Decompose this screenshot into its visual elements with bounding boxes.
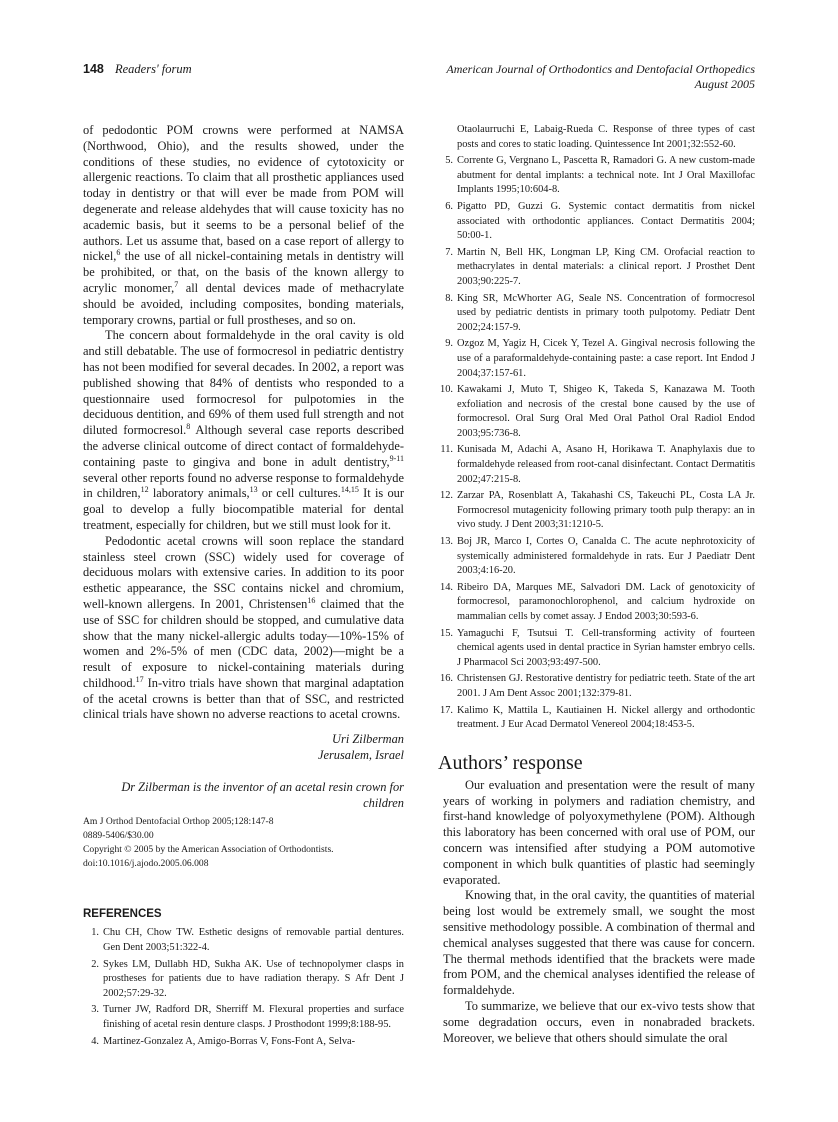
text-run: or cell cultures.: [257, 486, 341, 501]
reference-text: Yamaguchi F, Tsutsui T. Cell-transforming activity of fourteen chemical agents used in dental practice in Syrian hamster embryo cells. J Pharmacol Sci 2003;93:497-500.: [457, 627, 755, 668]
reference-item: [83, 1003, 404, 1032]
reference-text: Kawakami J, Muto T, Shigeo K, Takeda S, Kanazawa M. Tooth exfoliation and necrosis of the crestal bone caused by the use of formocresol. Oral Surg Oral Med Oral Pathol Oral Radiol Endod 2003;95:736-8.: [457, 384, 755, 439]
reference-text: Chu CH, Chow TW. Esthetic designs of removable partial dentures. Gen Dent 2003;51:322-4.: [103, 927, 404, 954]
reference-superscript: 17: [135, 674, 144, 684]
reference-text: Zarzar PA, Rosenblatt A, Takahashi CS, Takeuchi PL, Costa LA Jr. Formocresol mutagenicity following primary tooth pulp therapy: an in vivo study. J Dent 2003;31:1210-5.: [457, 490, 755, 531]
text-run: several other reports found no adverse response to formaldehyde in children,: [83, 470, 404, 501]
reference-item: [443, 200, 755, 244]
reference-item: [83, 926, 404, 955]
reference-item: [440, 581, 755, 625]
reference-text: Martinez-Gonzalez A, Amigo-Borras V, Fons-Font A, Selva-: [103, 1035, 356, 1047]
reference-number: 8.: [445, 292, 453, 304]
reference-item: [440, 704, 755, 733]
reference-text: Ribeiro DA, Marques ME, Salvadori DM. Lack of genotoxicity of formocresol, paramonochlorophenol, and calcium hydroxide on mammalian cells by comet assay. J Endod 2003;30:593-6.: [457, 581, 755, 622]
text-run: The concern about formaldehyde in the oral cavity is old and still debatable. The use of formocresol in pediatric dentistry has not been modified for several decades. In 2002, a report was published showing that 84% of dentists who responded to a questionnaire used formocresol for pulpotomies in the deciduous dentition, and 69% of them used full strength and not diluted formocresol.: [83, 328, 404, 438]
reference-text: Turner JW, Radford DR, Sherriff M. Flexural properties and surface finishing of acetal resin denture clasps. J Prosthodont 1999;8:188-95.: [103, 1004, 404, 1031]
reference-superscript: 13: [249, 485, 258, 495]
text-run: claimed that the use of SSC for children should be stopped, and cumulative data show that the many nickel-allergic adults today—10%-15% of women and 2%-5% of men (CDC data, 2002)—might be a result of exposure to nickel-containing materials during childhood.: [83, 596, 404, 690]
reference-number: 9.: [445, 338, 453, 350]
reference-superscript: 8: [186, 422, 191, 432]
copyright: Copyright © 2005 by the American Association of Orthodontists.: [83, 844, 334, 856]
text-run: Although several case reports described the adverse clinical outcome of direct contact of formaldehyde-containing paste to gingiva and bone in adult dentistry,: [83, 423, 404, 469]
reference-superscript: 12: [140, 485, 149, 495]
citation-block: [83, 815, 404, 871]
reference-item: [440, 443, 755, 487]
response-paragraph: Our evaluation and presentation were the result of many years of working in polymers and radiation chemistry, and first-hand knowledge of polyoxymethylene (POM). Although this laboratory has been concerned with oral use of POM, our concern was intensified after studying a POM automotive component in which bulk quantities of plastic had seemingly evaporated.: [443, 777, 755, 887]
citation: Am J Orthod Dentofacial Orthop 2005;128:147-8: [83, 816, 274, 828]
reference-text: King SR, McWhorter AG, Seale NS. Concentration of formocresol used by pediatric dentists in primary tooth pulpotomy. Pediatr Dent 2002;24:157-9.: [457, 292, 755, 333]
reference-number: 14.: [440, 581, 453, 593]
letter-paragraph: [83, 328, 404, 533]
reference-text: Otaolaurruchi E, Labaig-Rueda C. Response of three types of cast posts and cores to static loading. Quintessence Int 2001;32:552-60.: [457, 124, 755, 150]
author-location: Jerusalem, Israel: [317, 748, 404, 763]
reference-number: 4.: [91, 1035, 99, 1047]
reference-number: 16.: [440, 673, 453, 685]
response-paragraph: Knowing that, in the oral cavity, the quantities of material being lost would be extremely small, we sought the most sensitive methodology possible. A combination of thermal and chemical analyses suggested that there was cause for concern. The thermal methods identified that the brackets were made from POM, and the chemical analyses identified the release of formaldehyde.: [443, 888, 755, 998]
letter-paragraph: [83, 123, 404, 328]
running-header-right: [446, 62, 755, 92]
references-heading: REFERENCES: [83, 908, 162, 921]
reference-number: 17.: [440, 704, 453, 716]
reference-superscript: 7: [174, 279, 179, 289]
text-run: In-vitro trials have shown that marginal adaptation of the acetal crowns is better than that of SSC, and restricted clinical trials have shown no adverse reactions to acetal crowns.: [83, 675, 404, 722]
reference-number: 12.: [440, 490, 453, 502]
reference-text: Ozgoz M, Yagiz H, Cicek Y, Tezel A. Gingival necrosis following the use of a paraformaldehyde-containing paste: a case report. Int Endod J 2004;37:157-61.: [457, 338, 755, 379]
reference-text: Boj JR, Marco I, Cortes O, Canalda C. The acute nephrotoxicity of systemically administered formaldehyde in rats. Eur J Paediatr Dent 2003;4:16-20.: [457, 536, 755, 577]
letter-signature: [83, 732, 404, 764]
reference-text: Sykes LM, Dullabh HD, Sukha AK. Use of technopolymer clasps in prostheses for patients due to have radiation therapy. S Afr Dent J 2002;57:29-32.: [103, 958, 404, 999]
reference-item: [440, 672, 755, 701]
reference-item: [83, 1035, 404, 1050]
reference-text: Kunisada M, Adachi A, Asano H, Horikawa T. Anaphylaxis due to formaldehyde released from root-canal disinfectant. Contact Dermatitis 2002;47:215-8.: [457, 444, 755, 485]
left-column: [83, 123, 404, 1051]
reference-superscript: 6: [116, 248, 121, 258]
letter-body: [83, 123, 404, 723]
reference-text: Kalimo K, Mattila L, Kautiainen H. Nickel allergy and orthodontic treatment. J Eur Acad Dermatol Venereol 2004;18:453-5.: [457, 704, 755, 731]
doi: doi:10.1016/j.ajodo.2005.06.008: [83, 858, 209, 870]
reference-superscript: 16: [307, 595, 316, 605]
text-run: the use of all nickel-containing metals in dentistry will be prohibited, or that, on the basis of the known allergy to acrylic monomer,: [83, 249, 404, 295]
reference-item: [83, 958, 404, 1002]
reference-item: [443, 337, 755, 381]
reference-number: 15.: [440, 627, 453, 639]
reference-number: 6.: [445, 200, 453, 212]
references-list-left: [83, 926, 404, 1049]
issn: 0889-5406/$30.00: [83, 830, 154, 842]
reference-text: Corrente G, Vergnano L, Pascetta R, Ramadori G. A new custom-made abutment for dental implants: a technical note. Int J Oral Maxillofac Implants 1995;10:604-8.: [457, 155, 755, 196]
reference-number: 11.: [440, 444, 453, 456]
running-header-left: [83, 62, 192, 77]
reference-superscript: 9-11: [389, 453, 404, 463]
text-run: It is our goal to develop a fully biocompatible material for dental treatment, especially for children, but we still must look for it.: [83, 486, 404, 532]
author-name: Uri Zilberman: [332, 732, 404, 747]
right-column: [438, 123, 755, 1046]
text-run: of pedodontic POM crowns were performed at NAMSA (Northwood, Ohio), and the results showed, under the conditions of these studies, no evidence of cytotoxicity or allergenic reactions. To claim that all prosthetic appliances used today in dentistry or that will ever be made from POM will degenerate and release aldehydes that will cause toxicity has no academic basis, but it seems to be a personal belief of the authors. Let us assume that, based on a case report of allergy to nickel,: [83, 123, 404, 264]
references-list-right: [440, 154, 755, 733]
authors-response-heading: Authors’ response: [438, 751, 583, 774]
reference-item: [440, 489, 755, 533]
reference-item: [443, 123, 755, 152]
reference-number: 5.: [445, 155, 453, 167]
references-continuation: [443, 123, 755, 152]
reference-number: 3.: [91, 1004, 99, 1016]
reference-number: 7.: [445, 246, 453, 258]
reference-item: [440, 383, 755, 441]
letter-paragraph: [83, 534, 404, 724]
reference-item: [440, 627, 755, 671]
text-run: all dental devices made of methacrylate should be avoided, including composites, bonding materials, temporary crowns, partial or full prostheses, and so on.: [83, 280, 404, 327]
reference-number: 13.: [440, 536, 453, 548]
reference-item: [443, 154, 755, 198]
reference-text: Christensen GJ. Restorative dentistry for pediatric teeth. State of the art 2001. J Am Dent Assoc 2001;132:379-81.: [457, 673, 755, 699]
page-number: 148: [83, 62, 104, 76]
issue-date: August 2005: [694, 77, 755, 91]
journal-title: American Journal of Orthodontics and Dentofacial Orthopedics: [446, 62, 755, 76]
text-run: Pedodontic acetal crowns will soon replace the standard stainless steel crown (SSC) widely used for coverage of deciduous molars with extensive caries. In addition to its poor esthetic appearance, the SSC contains nickel and chromium, well-known allergens. In 2001, Christensen: [83, 533, 404, 611]
reference-item: [440, 535, 755, 579]
authors-response-body: [443, 778, 755, 1047]
reference-superscript: 14,15: [340, 485, 359, 495]
reference-text: Pigatto PD, Guzzi G. Systemic contact dermatitis from nickel associated with orthodontic appliances. Contact Dermatitis 2004; 50:00-1.: [457, 200, 755, 242]
section-title: Readers' forum: [114, 62, 192, 76]
text-run: laboratory animals,: [148, 486, 250, 501]
reference-item: [443, 292, 755, 336]
reference-item: [443, 246, 755, 290]
response-paragraph: To summarize, we believe that our ex-vivo tests show that some degradation occurs, even in nonabraded brackets. Moreover, we believe that others should simulate the oral: [443, 998, 755, 1045]
reference-number: 2.: [91, 958, 99, 970]
reference-number: 10.: [440, 384, 453, 396]
reference-number: 1.: [91, 927, 99, 939]
reference-text: Martin N, Bell HK, Longman LP, King CM. Orofacial reaction to methacrylates in dental materials: a clinical report. J Prosthet Dent 2003;90:225-7.: [457, 246, 755, 287]
disclosure-note: Dr Zilberman is the inventor of an acetal resin crown for children: [121, 779, 404, 810]
